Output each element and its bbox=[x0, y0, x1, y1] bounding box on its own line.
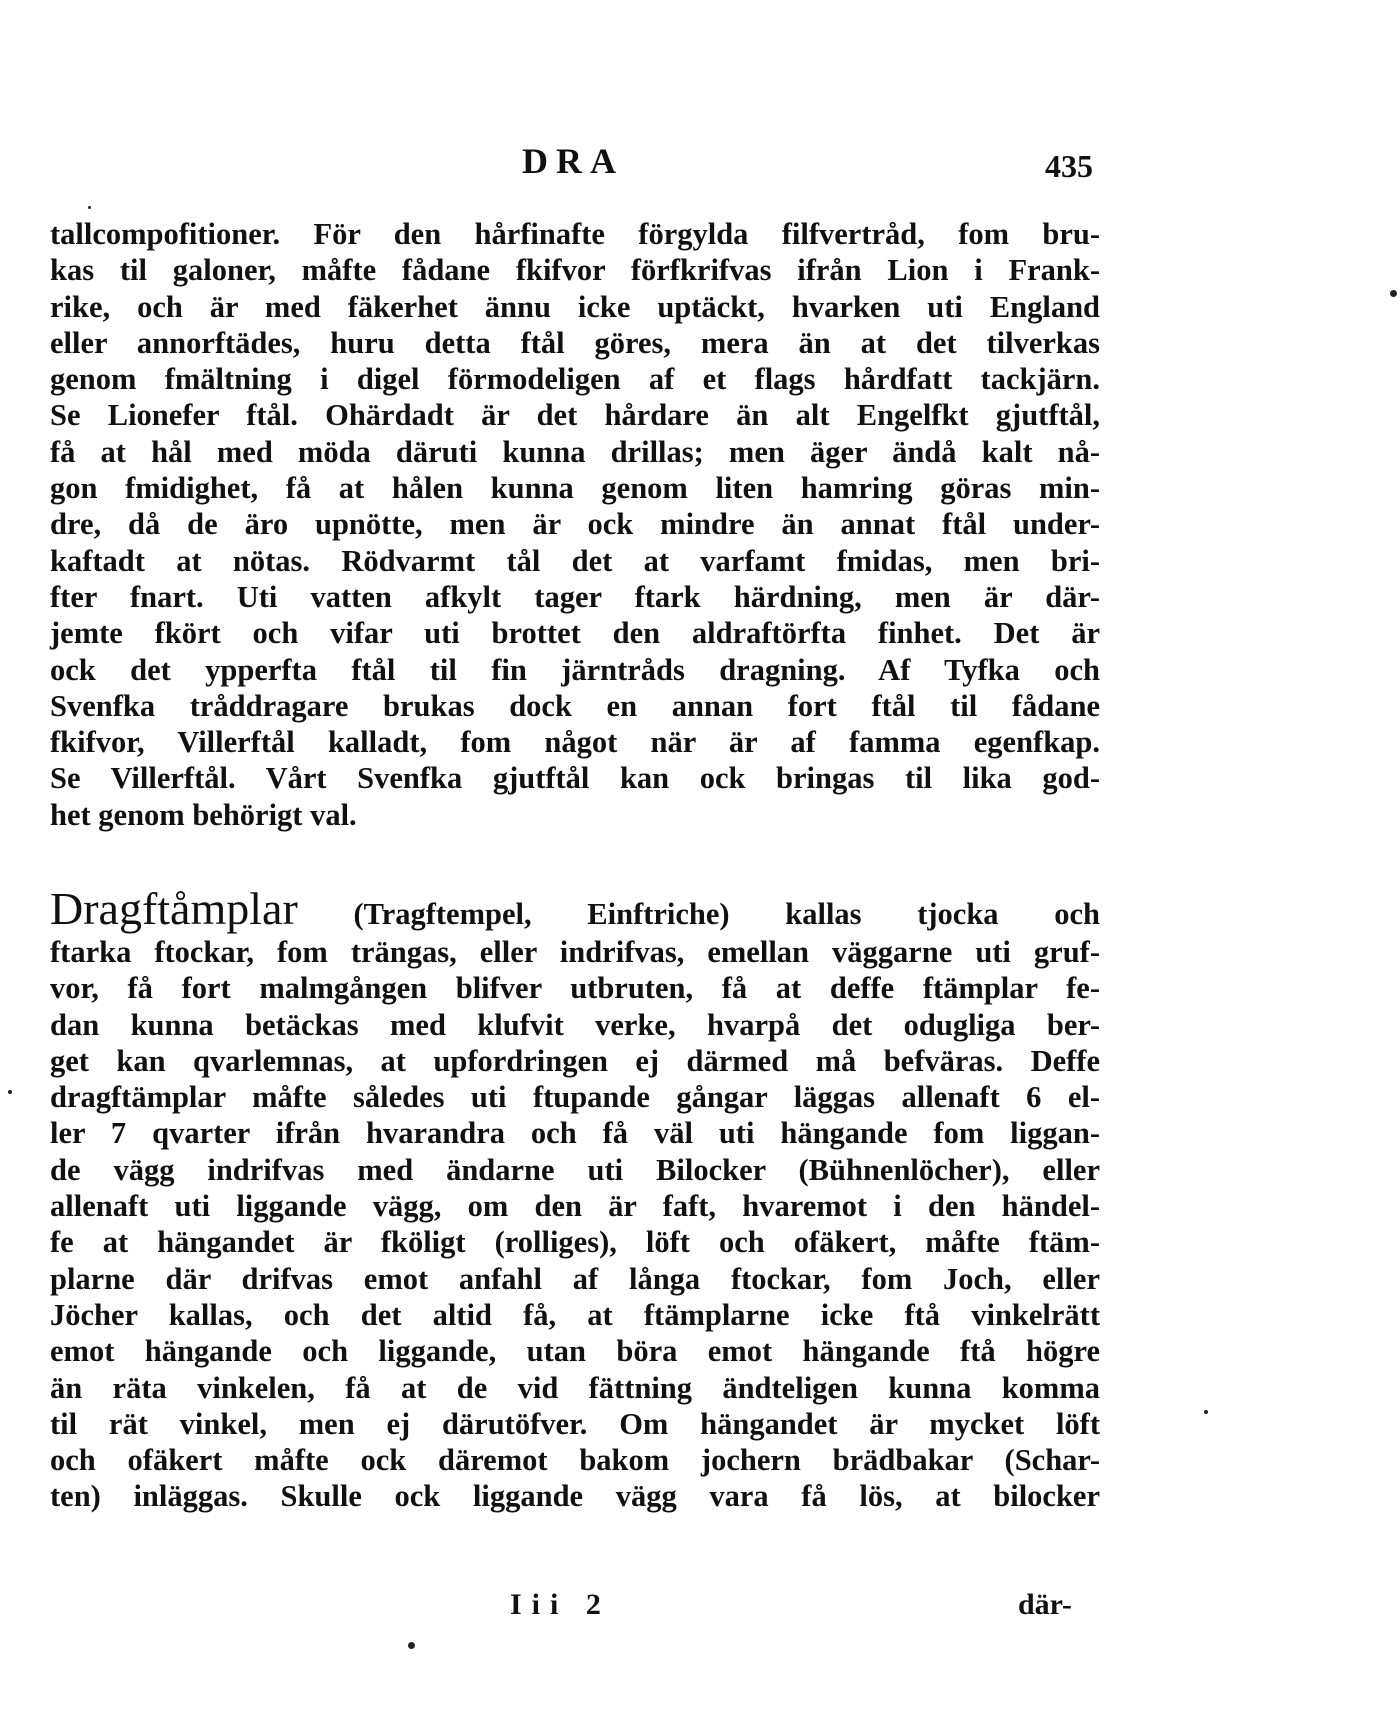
page-footer bbox=[0, 1588, 1400, 1628]
paper-speck bbox=[8, 1090, 12, 1094]
text-line: emot hängande och liggande, utan böra emot hängande ftå högre bbox=[50, 1334, 1100, 1369]
entry-headword: Dragftåmplar bbox=[50, 883, 298, 934]
text-line: dre, då de äro upnötte, men är ock mindre än annat ftål under- bbox=[50, 507, 1100, 542]
running-head bbox=[0, 140, 1400, 190]
paper-speck bbox=[88, 206, 91, 209]
text-line: kaftadt at nötas. Rödvarmt tål det at varfamt fmidas, men bri- bbox=[50, 543, 1100, 578]
text-line: kas til galoner, måfte fådane fkifvor förfkrifvas ifrån Lion i Frank- bbox=[50, 253, 1100, 288]
text-line: Jöcher kallas, och det altid få, at ftämplarne icke ftå vinkelrätt bbox=[50, 1297, 1100, 1332]
paper-speck bbox=[1390, 290, 1397, 297]
catchword: där- bbox=[1018, 1588, 1072, 1621]
paper-speck bbox=[1204, 1410, 1208, 1414]
entry-heading-rest: (Tragftempel, Einftriche) kallas tjocka och bbox=[353, 897, 1100, 931]
text-line: ten) inläggas. Skulle ock liggande vägg vara få lös, at bilocker bbox=[50, 1479, 1100, 1514]
paragraph-dragstamplar bbox=[50, 884, 1100, 1515]
text-line: och ofäkert måfte ock däremot bakom jochern brädbakar (Schar- bbox=[50, 1443, 1100, 1478]
text-line: til rät vinkel, men ej därutöfver. Om hängandet är mycket löft bbox=[50, 1406, 1100, 1441]
text-line: tallcompofitioner. För den hårfinafte förgylda filfvertråd, fom bru- bbox=[50, 217, 1100, 251]
text-line: dragftämplar måfte således uti ftupande gångar läggas allenaft 6 el- bbox=[50, 1080, 1100, 1115]
text-line: Se Lionefer ftål. Ohärdadt är det hårdare än alt Engelfkt gjutftål, bbox=[50, 398, 1100, 433]
text-line: Se Villerftål. Vårt Svenfka gjutftål kan ock bringas til lika god- bbox=[50, 761, 1100, 796]
text-line: fter fnart. Uti vatten afkylt tager ftark härdning, men är där- bbox=[50, 579, 1100, 614]
paragraph-steel bbox=[50, 216, 1100, 833]
text-line: get kan qvarlemnas, at upfordringen ej därmed må befväras. Deffe bbox=[50, 1043, 1100, 1078]
text-line: genom fmältning i digel förmodeligen af et flags hårdfatt tackjärn. bbox=[50, 362, 1100, 397]
text-line: vor, få fort malmgången blifver utbruten, få at deffe ftämplar fe- bbox=[50, 971, 1100, 1006]
text-line: eller annorftädes, huru detta ftål göres, mera än at det tilverkas bbox=[50, 325, 1100, 360]
text-line: allenaft uti liggande vägg, om den är faft, hvaremot i den händel- bbox=[50, 1189, 1100, 1224]
text-line: gon fmidighet, få at hålen kunna genom liten hamring göras min- bbox=[50, 471, 1100, 506]
text-line: plarne där drifvas emot anfahl af långa ftockar, fom Joch, eller bbox=[50, 1261, 1100, 1296]
text-line: ler 7 qvarter ifrån hvarandra och få väl uti hängande fom liggan- bbox=[50, 1116, 1100, 1151]
paper-speck bbox=[408, 1642, 415, 1649]
text-line: få at hål med möda däruti kunna drillas; men äger ändå kalt nå- bbox=[50, 434, 1100, 469]
text-line: än räta vinkelen, få at de vid fättning ändteligen kunna komma bbox=[50, 1370, 1100, 1405]
text-line: ftarka ftockar, fom trängas, eller indrifvas, emellan väggarne uti gruf- bbox=[50, 935, 1100, 969]
text-line: Svenfka tråddragare brukas dock en annan fort ftål til fådane bbox=[50, 688, 1100, 723]
page-number: 435 bbox=[1045, 148, 1093, 184]
text-line: rike, och är med fäkerhet ännu icke uptäckt, hvarken uti England bbox=[50, 289, 1100, 324]
text-line: dan kunna betäckas med klufvit verke, hvarpå det odugliga ber- bbox=[50, 1007, 1100, 1042]
text-line: het genom behörigt val. bbox=[50, 797, 357, 832]
text-line: de vägg indrifvas med ändarne uti Bilocker (Bühnenlöcher), eller bbox=[50, 1152, 1100, 1187]
entry-heading-line bbox=[50, 884, 1100, 934]
text-line: fe at hängandet är fköligt (rolliges), löft och ofäkert, måfte ftäm- bbox=[50, 1225, 1100, 1260]
signature-mark: Iii 2 bbox=[510, 1588, 611, 1621]
text-line: jemte fkört och vifar uti brottet den aldraftörfta finhet. Det är bbox=[50, 616, 1100, 651]
running-title: DRA bbox=[522, 141, 624, 181]
text-line: fkifvor, Villerftål kalladt, fom något när är af famma egenfkap. bbox=[50, 725, 1100, 760]
text-line: ock det ypperfta ftål til fin järntråds dragning. Af Tyfka och bbox=[50, 652, 1100, 687]
